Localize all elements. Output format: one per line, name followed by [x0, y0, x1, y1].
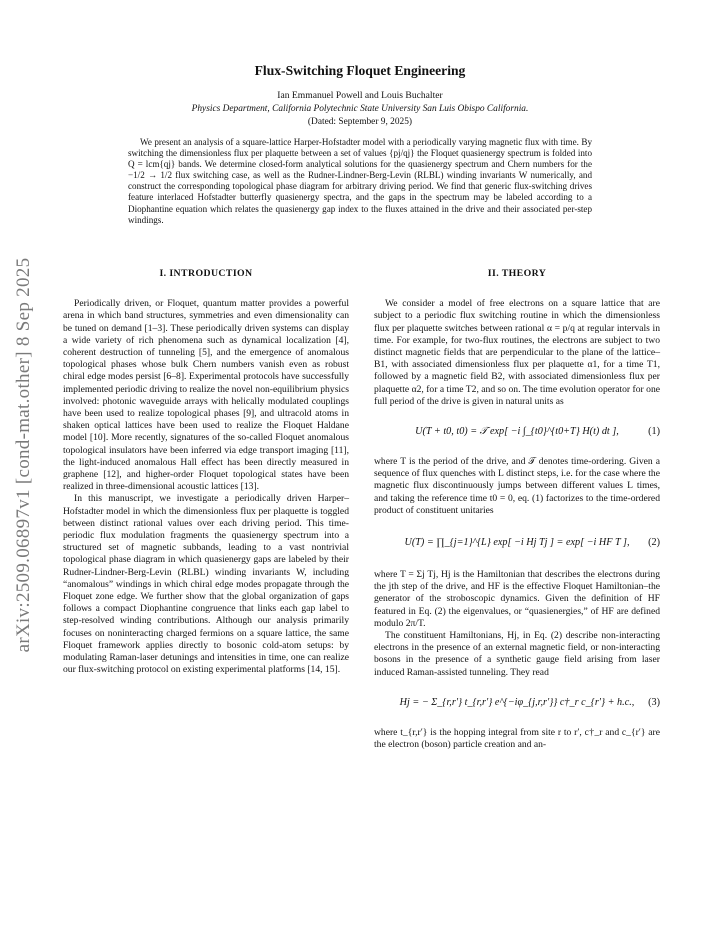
- equation-2: [374, 521, 660, 565]
- paper-authors: Ian Emmanuel Powell and Louis Buchalter: [277, 90, 443, 101]
- equation-3: [374, 683, 660, 723]
- paper-affiliation: Physics Department, California Polytechnic State University San Luis Obispo California.: [191, 104, 529, 114]
- section-heading-theory: II. THEORY: [487, 268, 547, 279]
- paper-date: (Dated: September 9, 2025): [307, 117, 413, 127]
- equation-3-number: (3): [648, 696, 660, 708]
- theory-paragraph-1: We consider a model of free electrons on a square lattice that are subject to a periodic flux switching routine in which the dimensionless flux per plaquette switches between rational α = p/q at regular intervals in time. For example, for two-flux routines, the electrons are subject to two distinct magnetic fields that are perpendicular to the plane of the lattice–B1, with associated dimensionless flux per plaquette α1, for a time T1, followed by a magnetic field B2, with associated dimensionless flux per plaquette α2, for a time T2, and so on. The time evolution operator for one full period of the drive is given in natural units as: [374, 298, 660, 407]
- paper-title: Flux-Switching Floquet Engineering: [254, 63, 466, 78]
- equation-1-number: (1): [648, 425, 660, 437]
- theory-paragraph-4: The constituent Hamiltonians, Hj, in Eq. (2) describe non-interacting electrons in the presence of an external magnetic field, or non-interacting bosons in the presence of a synthetic gauge field arising from laser induced Raman-assisted tunneling. They read: [374, 630, 660, 678]
- right-column: [374, 268, 660, 751]
- abstract: We present an analysis of a square-lattice Harper-Hofstadter model with a periodically varying magnetic flux with time. By switching the dimensionless flux per plaquette between a set of values {pj/qj} the Floquet quasienergy spectrum is folded into Q = lcm{qj} bands. We determine closed-form analytical solutions for the quasienergy spectrum and Chern numbers for the −1/2 → 1/2 flux switching case, as well as the Rudner-Lindner-Berg-Levin (RLBL) winding invariants W numerically, and construct the corresponding topological phase diagram for arbitrary driving period. We find that generic flux-switching drives feature interlaced Hofstadter butterfly quasienergy spectra, and the gaps in the spectrum may be labeled according to a Diophantine equation which relates the quasienergy gap index to the fluxes attained in the drive and their associated per-step windings.: [128, 137, 592, 225]
- left-column: [63, 268, 349, 677]
- equation-1-body: U(T + t0, t0) = 𝒯 exp[ −i ∫_{t0}^{t0+T} H(t) dt ],: [415, 425, 619, 437]
- equation-3-body: Hj = − Σ_{r,r′} t_{r,r′} e^{−iφ_{j,r,r′}} c†_r c_{r′} + h.c.,: [399, 696, 635, 708]
- section-heading-introduction: I. INTRODUCTION: [159, 268, 253, 279]
- equation-1: [374, 412, 660, 452]
- arxiv-identifier-text: arXiv:2509.06897v1 [cond-mat.other] 8 Sep 2025: [13, 257, 34, 653]
- equation-2-body: U(T) = ∏_{j=1}^{L} exp[ −i Hj Tj ] = exp[ −i HF T ],: [404, 536, 630, 548]
- introduction-paragraph-1: Periodically driven, or Floquet, quantum matter provides a powerful arena in which band structures, symmetries and even dimensionality can be tuned on demand [1–3]. These periodically driven systems can display a wide variety of rich phenomena such as dynamical localization [4], coherent destruction of tunneling [5], and the emergence of anomalous topological phases whose bulk Chern numbers vanish even as robust chiral edge modes persist [6–8]. Experimental protocols have successfully implemented periodic driving to realize the novel non-equilibrium physics involved: photonic waveguide arrays with helically modulated couplings have been used to realize topological phases [9], and ultracold atoms in shaken optical lattices have been used to realize the Floquet Haldane model [10]. More recently, signatures of the so-called Floquet anomalous topological insulators have been inferred via edge transport imaging [11], the light-induced anomalous Hall effect has been directly measured in graphene [12], and higher-order Floquet topological states have been realized in three-dimensional acoustic lattices [13].: [63, 298, 349, 493]
- introduction-paragraph-2: In this manuscript, we investigate a periodically driven Harper–Hofstadter model in which the dimensionless flux per plaquette is toggled between distinct rational values over each driving period. This time-periodic flux modulation fragments the quasienergy spectrum into a structured set of magnetic subbands, leading to a vast nontrivial topological phase diagram in which quasienergy gaps are labeled by their Rudner-Lindner-Berg-Levin (RLBL) winding invariants W, including “anomalous” windings in which chiral edge modes propagate through the Floquet zone edge. We further show that the global organization of gaps follows a compact Diophantine congruence that links each gap label to step-resolved winding contributions. Although our analysis primarily focuses on noninteracting charged fermions on a square lattice, the same Floquet framework applies directly to bosonic cold-atom setups: by modulating Raman-laser detunings and intensities in time, one can realize our flux-switching protocol on existing experimental platforms [14, 15].: [63, 493, 349, 676]
- theory-paragraph-5: where t_{r,r′} is the hopping integral from site r to r′, c†_r and c_{r′} are the electron (boson) particle creation and an-: [374, 726, 660, 751]
- equation-2-number: (2): [648, 536, 660, 548]
- arxiv-identifier: [10, 245, 38, 665]
- theory-paragraph-2: where T is the period of the drive, and 𝒯 denotes time-ordering. Given a sequence of flux quenches with L distinct steps, i.e. for the case where the magnetic flux discontinuously jumps between different values L times, and taking the reference time t0 = 0, eq. (1) factorizes to the time-ordered product of constituent unitaries: [374, 456, 660, 516]
- theory-paragraph-3: where T = Σj Tj, Hj is the Hamiltonian that describes the electrons during the jth step of the drive, and HF is the effective Floquet Hamiltonian–the generator of the stroboscopic dynamics. Given the definition of HF featured in Eq. (2) the eigenvalues, or “quasienergies,” of HF are defined modulo 2π/T.: [374, 569, 660, 629]
